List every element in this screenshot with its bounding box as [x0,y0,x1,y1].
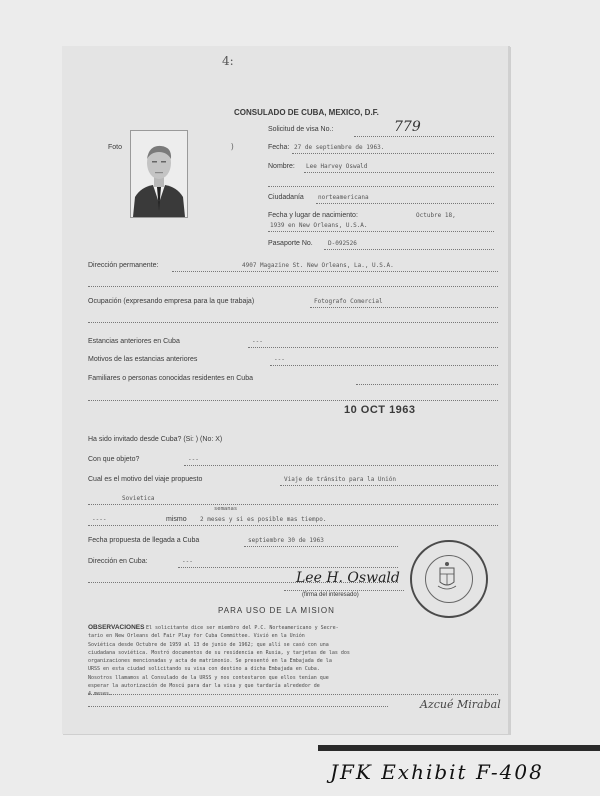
direccion-line [172,271,498,272]
fecha-label: Fecha: [268,144,290,151]
top-mark: 4: [222,54,234,68]
portrait-image [131,131,187,217]
observaciones-line: Soviética desde Octubre de 1959 al 13 de junio de 1962; que allí se casó con una [88,641,329,648]
observaciones-line: esperar la autorización de Moscú para dar la visa y que tardaría alrededor de [88,683,320,690]
fecha-lugar-value-2: 1939 en New Orleans, U.S.A. [270,222,368,229]
official-signature: Azcué Mirabal [420,698,501,711]
observaciones-line: Nosotros llamamos al Consulado de la URSS y nos contestaron que ellos tenían que [88,674,329,681]
seal-emblem-icon [410,540,484,614]
con-que-label: Con que objeto? [88,456,140,463]
familiares-label: Familiares o personas conocidas residentes en Cuba [88,375,253,382]
motivo-viaje-value-2: Sovietica [122,495,155,502]
motivos-label: Motivos de las estancias anteriores [88,356,198,363]
ocupacion-line [310,307,498,308]
motivos-line [270,365,498,366]
nombre-label: Nombre: [268,163,295,170]
familiares-line [356,384,498,385]
consulate-header: CONSULADO DE CUBA, MEXICO, D.F. [234,108,379,117]
exhibit-label: JFK Exhibit F-408 [330,760,544,784]
pasaporte-value: D-092526 [328,240,357,247]
solicitud-number: 779 [394,119,421,135]
estancias-value: --- [252,338,263,345]
con-que-value: --- [188,456,199,463]
motivo-viaje-line-2 [88,504,498,505]
ocupacion-line-2 [88,322,498,323]
observaciones-text [88,624,500,699]
observaciones-rule-2 [88,706,388,707]
ciudadania-label: Ciudadanía [268,194,304,201]
para-uso-heading: PARA USO DE LA MISION [218,606,335,615]
mismo-pre-value: ---- [92,516,107,523]
pasaporte-line [324,249,494,250]
observaciones-line: organizaciones mencionadas y acta de matrimonio. Se presentó en la Embajada de la [88,658,332,665]
exhibit-band [318,745,600,751]
direccion-line-2 [88,286,498,287]
fecha-llegada-line [244,546,398,547]
observaciones-label: OBSERVACIONES [88,624,145,631]
motivo-viaje-line [280,485,498,486]
motivos-value: --- [274,356,285,363]
date-received-stamp: 10 OCT 1963 [344,404,416,416]
mismo-line [88,525,498,526]
mismo-label: mismo [166,516,187,523]
familiares-line-2 [88,400,498,401]
direccion-cuba-line [178,567,398,568]
ocupacion-label: Ocupación (expresando empresa para la que trabaja) [88,298,255,305]
fecha-llegada-value: septiembre 30 de 1963 [248,537,324,544]
observaciones-line: ciudadana soviética. Mostró documentos de su residencia en Rusia, y tarjetas de las dos [88,649,350,656]
motivo-viaje-label: Cual es el motivo del viaje propuesto [88,476,203,483]
nombre-line [304,172,494,173]
fecha-line [292,153,494,154]
observaciones-line: URSS en esta ciudad solicitando su visa con destino a dicha Embajada en Cuba. [88,666,320,673]
nombre-value: Lee Harvey Oswald [306,163,368,170]
semanas-annotation: semanas [214,506,238,512]
signature-line [284,590,404,591]
fecha-llegada-label: Fecha propuesta de llegada a Cuba [88,537,200,544]
observaciones-line: El solicitante dice ser miembro del P.C. Norteamericano y Secre- [146,625,339,631]
pasaporte-label: Pasaporte No. [268,240,313,247]
visa-application-form [62,46,510,734]
mismo-value: 2 meses y si es posible mas tiempo. [200,516,327,523]
invitado-label: Ha sido invitado desde Cuba? (Si: ) (No: X) [88,436,223,443]
direccion-permanente-label: Dirección permanente: [88,262,159,269]
fecha-value: 27 de septiembre de 1963. [294,144,385,151]
foto-label: Foto [108,144,123,151]
ciudadania-line [316,203,494,204]
observaciones-rule-1 [88,694,498,695]
firma-label: (firma del interesado) [302,592,359,598]
direccion-permanente-value: 4907 Magazine St. New Orleans, La., U.S.A. [242,262,394,269]
ciudadania-value: norteamericana [318,194,369,201]
estancias-line [248,347,498,348]
direccion-cuba-value: --- [182,558,193,565]
applicant-photo [130,130,188,218]
nombre-line-2 [268,186,494,187]
estancias-label: Estancias anteriores en Cuba [88,338,180,345]
fecha-lugar-line [268,231,494,232]
solicitud-line [354,136,494,137]
fecha-lugar-value-1: Octubre 18, [416,212,456,219]
observaciones-line: tario en New Orleans del Fair Play for Cuba Committee. Vivió en la Unión [88,633,305,640]
observaciones-line: 4 meses. [88,691,113,698]
direccion-cuba-label: Dirección en Cuba: [88,558,148,565]
solicitud-label: Solicitud de visa No.: [268,126,334,133]
consulate-seal [410,540,488,618]
motivo-viaje-value-1: Viaje de tránsito para la Unión [284,476,396,483]
foto-bracket: ) [230,142,235,151]
ocupacion-value: Fotografo Comercial [314,298,383,305]
fecha-lugar-label: Fecha y lugar de nacimiento: [268,212,358,219]
con-que-line [184,465,498,466]
applicant-signature: Lee H. Oswald [296,570,400,586]
